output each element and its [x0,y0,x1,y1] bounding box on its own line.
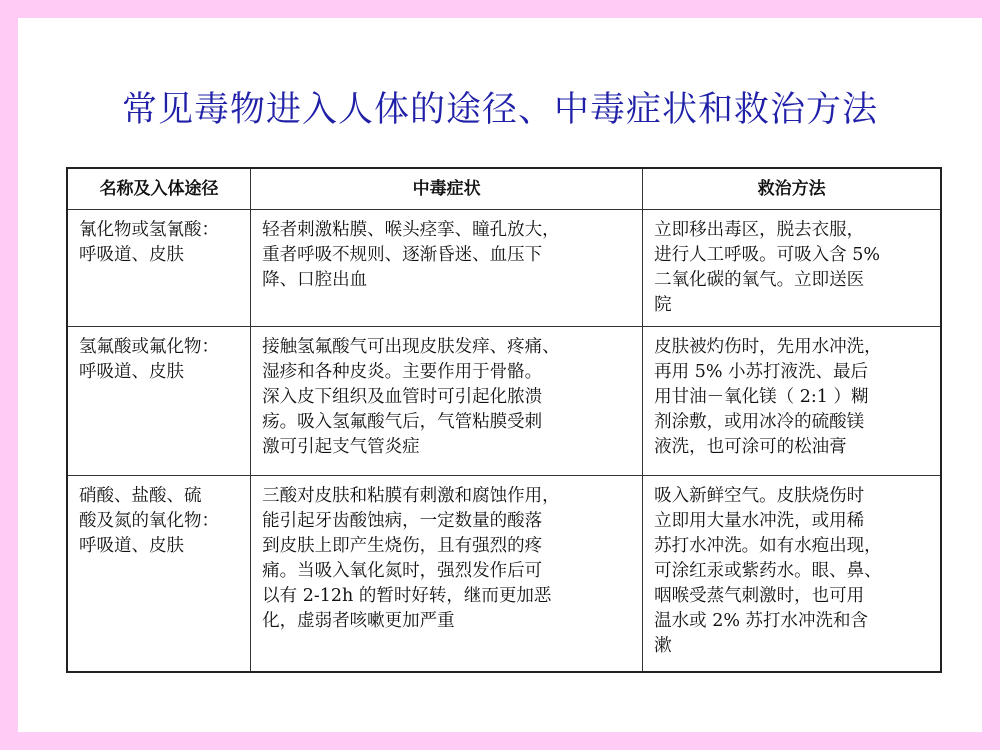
cell-name-route: 氢氟酸或氟化物： 呼吸道、皮肤 [67,327,251,476]
cell-name-route: 硝酸、盐酸、硫 酸及氮的氧化物： 呼吸道、皮肤 [67,476,251,673]
table-row [67,210,941,327]
cell-symptoms: 接触氢氟酸气可出现皮肤发痒、疼痛、 湿疹和各种皮炎。主要作用于骨骼。 深入皮下组织及血管时可引起化脓溃 疡。吸入氢氟酸气后，气管粘膜受刺 激可引起支气管炎症 [251,327,643,476]
header-name-route: 名称及入体途径 [67,168,251,210]
poison-table [66,167,942,673]
header-symptoms: 中毒症状 [251,168,643,210]
cell-treatment: 吸入新鲜空气。皮肤烧伤时 立即用大量水冲洗，或用稀 苏打水冲洗。如有水疱出现， 可涂红汞或紫药水。眼、鼻、 咽喉受蒸气刺激时，也可用 温水或 2% 苏打水冲洗和含 漱 [643,476,941,673]
cell-treatment: 立即移出毒区，脱去衣服， 进行人工呼吸。可吸入含 5% 二氧化碳的氧气。立即送医 院 [643,210,941,327]
cell-treatment: 皮肤被灼伤时，先用水冲洗， 再用 5% 小苏打液洗、最后 用甘油－氧化镁（ 2:1 ）糊 剂涂敷，或用冰冷的硫酸镁 液洗，也可涂可的松油膏 [643,327,941,476]
table-row [67,476,941,673]
cell-name-route: 氰化物或氢氰酸： 呼吸道、皮肤 [67,210,251,327]
slide-title: 常见毒物进入人体的途径、中毒症状和救治方法 [121,90,878,130]
table-row [67,327,941,476]
table-header-row [67,168,941,210]
cell-symptoms: 三酸对皮肤和粘膜有刺激和腐蚀作用， 能引起牙齿酸蚀病，一定数量的酸落 到皮肤上即产生烧伤，且有强烈的疼 痛。当吸入氧化氮时，强烈发作后可 以有 2-12h 的暂时好转，继而更加恶 化，虚弱者咳嗽更加严重 [251,476,643,673]
cell-symptoms: 轻者刺激粘膜、喉头痉挛、瞳孔放大， 重者呼吸不规则、逐渐昏迷、血压下 降、口腔出血 [251,210,643,327]
header-treatment: 救治方法 [643,168,941,210]
